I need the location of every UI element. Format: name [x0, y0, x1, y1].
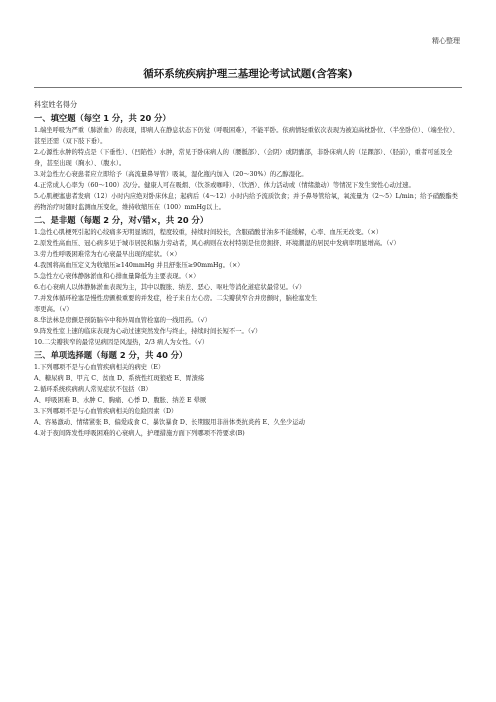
question-item: 1.下列哪项不是与心血管疾病相关的病史（E） — [34, 364, 165, 371]
header-note: 精心整理 — [432, 37, 460, 45]
question-item: 4.对于夜间阵发性呼吸困难的心衰病人，护理措施方面下列哪项不符要求(B) — [34, 430, 245, 437]
question-item: 3.下列哪项不是与心血管疾病相关的危险因素（D） — [34, 408, 178, 415]
question-item: 1.端坐呼吸为严重（肺淤血）的表现，即病人在静息状态下仍觉（呼吸困难），不能平卧。依病情轻重依次表现为被迫高枕卧位、（半坐卧位）、（端坐位）、甚至还需（双下肢下垂）。 — [34, 127, 459, 145]
title-divider — [34, 87, 462, 88]
question-item: 6.右心衰病人以体静脉淤血表现为主，其中以腹胀、纳差、恶心、呕吐等消化道症状最常见。（√） — [34, 284, 306, 291]
question-item: 1.急性心肌梗死引起的心绞痛多无明显诱因，程度较重，持续时间较长，含服硝酸甘油多不能缓解，心率、血压无改变。（×） — [34, 229, 383, 236]
question-item: 2.原发性高血压、冠心病多见于城市居民和脑力劳动者，风心病则在农村特别是住房拥挤、环境潮湿的居民中发病率明显增高。（√） — [34, 240, 400, 247]
question-item: 5.急性左心衰体静脉淤血和心排血量降低为主要表现。（×） — [34, 273, 200, 280]
question-item: 10.二尖瓣狭窄的最常见病因是风湿热，2/3 病人为女性。（√） — [34, 339, 209, 346]
section-heading-multiple-choice: 三、单项选择题（每题 2 分，共 40 分） — [34, 350, 188, 360]
question-item: 8.华法林是房颤是预防脑卒中和外周血管栓塞的一线用药。（√） — [34, 317, 211, 324]
section-heading-fill-blank: 一、填空题（每空 1 分，共 20 分） — [34, 113, 171, 123]
option-row: A、容易激动、情绪紧张 B、偏爱咸食 C、暴饮暴食 D、长期服用非甾体类抗炎药 E、久坐少运动 — [34, 419, 305, 426]
subtitle: 科室姓名得分 — [34, 100, 78, 109]
question-item: 3.对急性左心衰患者应立即给予（高流量鼻导管）吸氧，湿化瓶内加入（20～30%）的乙醇湿化。 — [34, 171, 308, 178]
section-heading-true-false: 二、是非题（每题 2 分，对√错×，共 20 分） — [34, 215, 209, 225]
question-item: 2.心源性水肿的特点是（下垂性）、（凹陷性）水肿，常见于卧床病人的（腰骶部）、（会阴）或阴囊部，非卧床病人的（足踝部）、（胫前），重者可延及全身，甚至出现（胸水）、（腹水）。 — [34, 149, 453, 167]
option-row: A、呼吸困难 B、水肿 C、胸痛、心悸 D、腹胀、纳差 E 晕厥 — [34, 397, 207, 404]
multiple-choice-list — [34, 362, 464, 439]
question-item: 率更高。（√） — [34, 306, 73, 313]
question-item: 9.阵发性室上速的临床表现为心动过速突然发作与终止，持续时间长短不一。（√） — [34, 328, 262, 335]
true-false-list — [34, 227, 464, 348]
question-item: 5.心肌梗塞患者发病（12）小时内应绝对卧床休息；起病后（4～12）小时内给予流质饮食；并予鼻导管给氧，氧流量为（2～5）L/min；给予硝酸酯类药物治疗时随时监测血压变化，维持收缩压在（100）mmHg以上。 — [34, 193, 458, 211]
question-item: 2.循环系统疾病病人常见症状不包括（B） — [34, 386, 152, 393]
question-item: 7.并发体循环栓塞是慢性房颤极重要的并发症，栓子来自左心房。二尖瓣狭窄合并房颤时，脑栓塞发生 — [34, 295, 318, 302]
document-title: 循环系统疾病护理三基理论考试试题(含答案) — [143, 68, 353, 80]
option-row: A、糖尿病 B、甲亢 C、贫血 D、系统性红斑狼疮 E、胃溃疡 — [34, 375, 205, 382]
document-body — [34, 98, 464, 439]
fill-blank-list — [34, 125, 464, 213]
question-item: 4.正常成人心率为（60～100）次/分。健康人可在吸烟、（饮茶或咖啡）、（饮酒）、体力活动或（情绪激动）等情况下发生窦性心动过速。 — [34, 182, 415, 189]
question-item: 4.我国将高血压定义为收缩压≥140mmHg 并且舒张压≥90mmHg。（×） — [34, 262, 244, 269]
question-item: 3.劳力性呼吸困难常为右心衰最早出现的症状。（×） — [34, 251, 181, 258]
